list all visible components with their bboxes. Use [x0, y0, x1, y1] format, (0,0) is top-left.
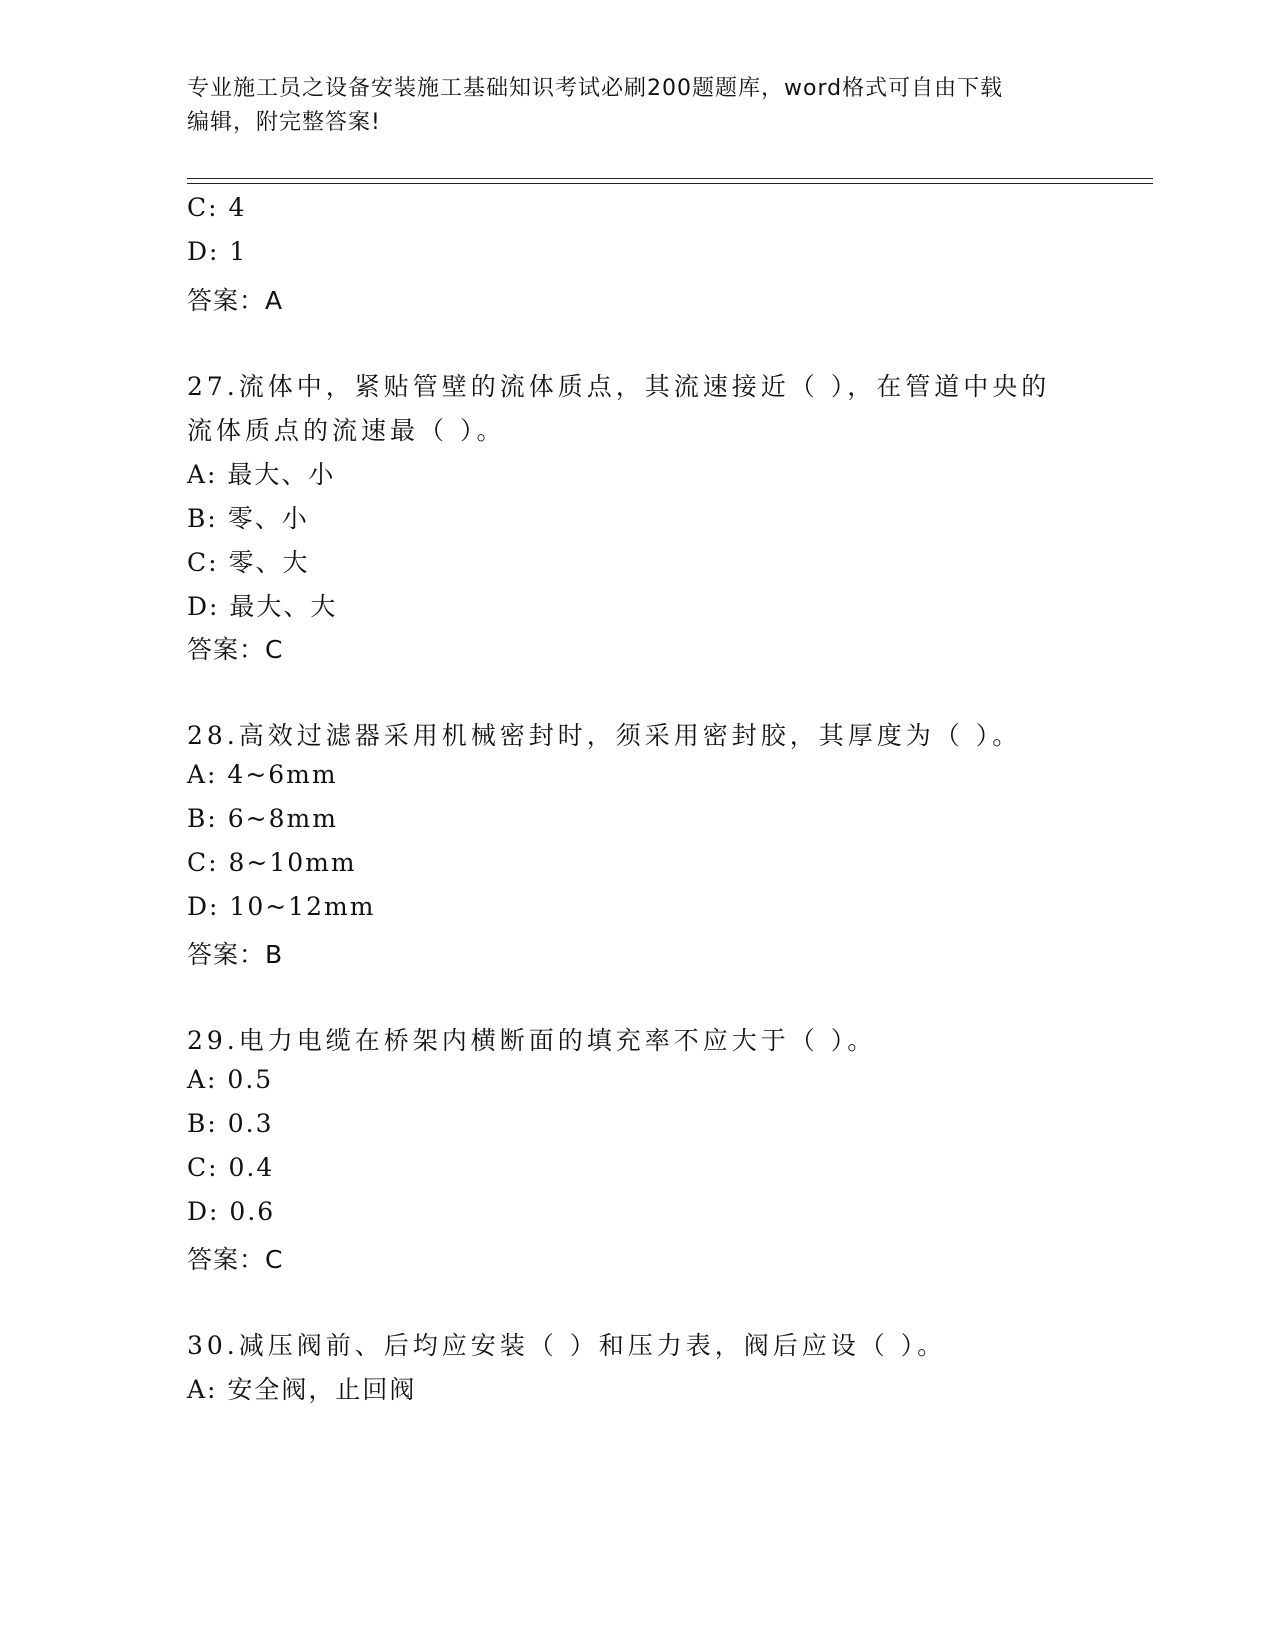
- q27-option-b: B: 零、小: [187, 504, 309, 533]
- q28-answer: 答案：B: [187, 940, 284, 969]
- q29-option-d: D: 0.6: [187, 1197, 276, 1226]
- q27-option-c: C: 零、大: [187, 548, 310, 577]
- q26-answer: 答案：A: [187, 286, 284, 315]
- q27-answer: 答案：C: [187, 635, 284, 664]
- q29-answer: 答案：C: [187, 1245, 284, 1274]
- q30-option-a: A: 安全阀，止回阀: [187, 1375, 417, 1404]
- q28-option-b: B: 6~8mm: [187, 804, 338, 833]
- q26-option-c: C: 4: [187, 193, 247, 222]
- q29-option-a: A: 0.5: [187, 1065, 274, 1094]
- q30-stem: 30.减压阀前、后均应安装（ ）和压力表，阀后应设（ ）。: [187, 1331, 947, 1360]
- header-divider-top: [187, 178, 1153, 179]
- q29-stem: 29.电力电缆在桥架内横断面的填充率不应大于（ ）。: [187, 1026, 877, 1055]
- q28-option-a: A: 4~6mm: [187, 760, 338, 789]
- q27-option-d: D: 最大、大: [187, 592, 338, 621]
- q28-option-d: D: 10~12mm: [187, 892, 376, 921]
- q29-option-b: B: 0.3: [187, 1109, 274, 1138]
- q27-stem-line-1: 27.流体中，紧贴管壁的流体质点，其流速接近（ ），在管道中央的: [187, 372, 1051, 401]
- q29-option-c: C: 0.4: [187, 1153, 275, 1182]
- q27-stem-line-2: 流体质点的流速最（ ）。: [187, 416, 506, 445]
- header-title-line-2: 编辑，附完整答案!: [187, 110, 381, 135]
- q27-option-a: A: 最大、小: [187, 460, 336, 489]
- document-header: [187, 72, 1067, 140]
- header-title-line-1: 专业施工员之设备安装施工基础知识考试必刷200题题库，word格式可自由下载: [187, 76, 1004, 101]
- q26-option-d: D: 1: [187, 237, 248, 266]
- header-divider-bottom: [187, 183, 1153, 184]
- q28-option-c: C: 8~10mm: [187, 848, 357, 877]
- q28-stem: 28.高效过滤器采用机械密封时，须采用密封胶，其厚度为（ ）。: [187, 721, 1022, 750]
